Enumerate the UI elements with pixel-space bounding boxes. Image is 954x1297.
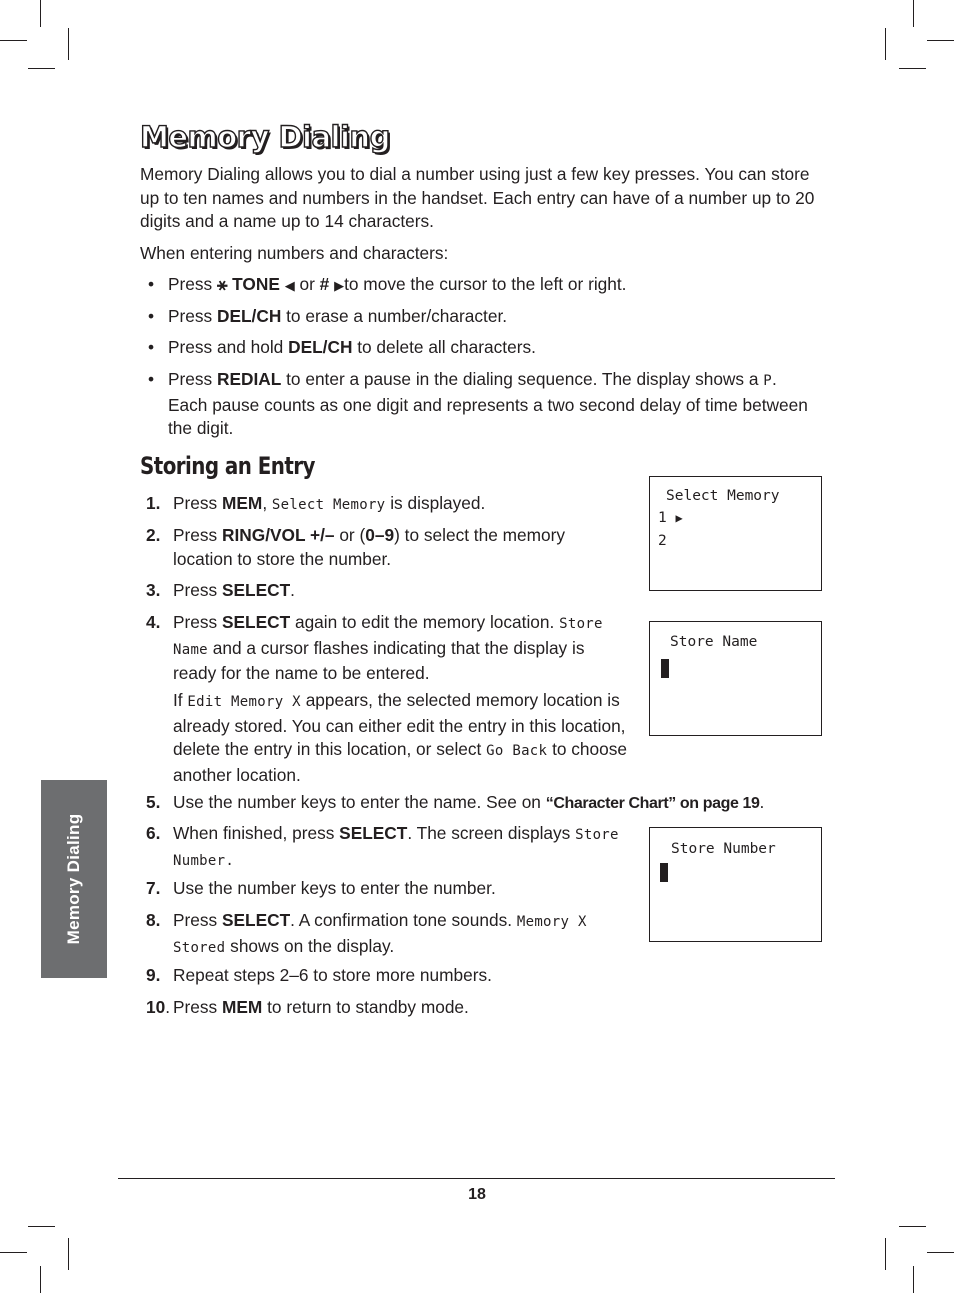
entering-intro: When entering numbers and characters:: [140, 243, 449, 263]
crop-mark: [913, 0, 914, 27]
left-arrow-icon: ◀: [284, 278, 295, 293]
side-tab: [41, 780, 107, 978]
footer-rule: [118, 1178, 835, 1179]
lcd-screen-store-number: Store Number: [649, 827, 822, 942]
crop-mark: [28, 1226, 55, 1227]
crop-mark: [899, 68, 926, 69]
star-key-icon: ⚹: [216, 274, 228, 294]
crop-mark: [40, 0, 41, 27]
lcd-screen-select-memory: Select Memory 1 ▶ 2: [649, 476, 822, 591]
lcd-screen-store-name: Store Name: [649, 621, 822, 736]
crop-mark: [885, 1238, 886, 1270]
crop-mark: [28, 68, 55, 69]
character-chart-link[interactable]: “Character Chart” on page 19: [545, 795, 760, 812]
intro-paragraph: Memory Dialing allows you to dial a number using just a few key presses. You can store up to ten names and numbers in the handset. Each entry can have of a number up to 20 digits and a name up to 14 characters.: [140, 164, 815, 231]
right-arrow-icon: ▶: [334, 278, 345, 293]
cursor-icon: [661, 659, 669, 678]
crop-mark: [40, 1266, 41, 1293]
section-title: Storing an Entry: [140, 452, 315, 480]
crop-mark: [913, 1266, 914, 1293]
side-tab-label: Memory Dialing: [64, 813, 83, 945]
crop-mark: [885, 28, 886, 60]
pound-key-icon: #: [319, 274, 330, 294]
cursor-icon: [660, 863, 668, 882]
crop-mark: [927, 1252, 954, 1253]
page-number: 18: [468, 1186, 486, 1203]
crop-mark: [0, 1252, 27, 1253]
bullet-dot: •: [148, 274, 155, 294]
page-title: Memory Dialing: [140, 120, 390, 154]
selection-arrow-icon: ▶: [675, 511, 683, 525]
crop-mark: [899, 1226, 926, 1227]
crop-mark: [68, 1238, 69, 1270]
crop-mark: [927, 40, 954, 41]
crop-mark: [0, 40, 27, 41]
crop-mark: [68, 28, 69, 60]
